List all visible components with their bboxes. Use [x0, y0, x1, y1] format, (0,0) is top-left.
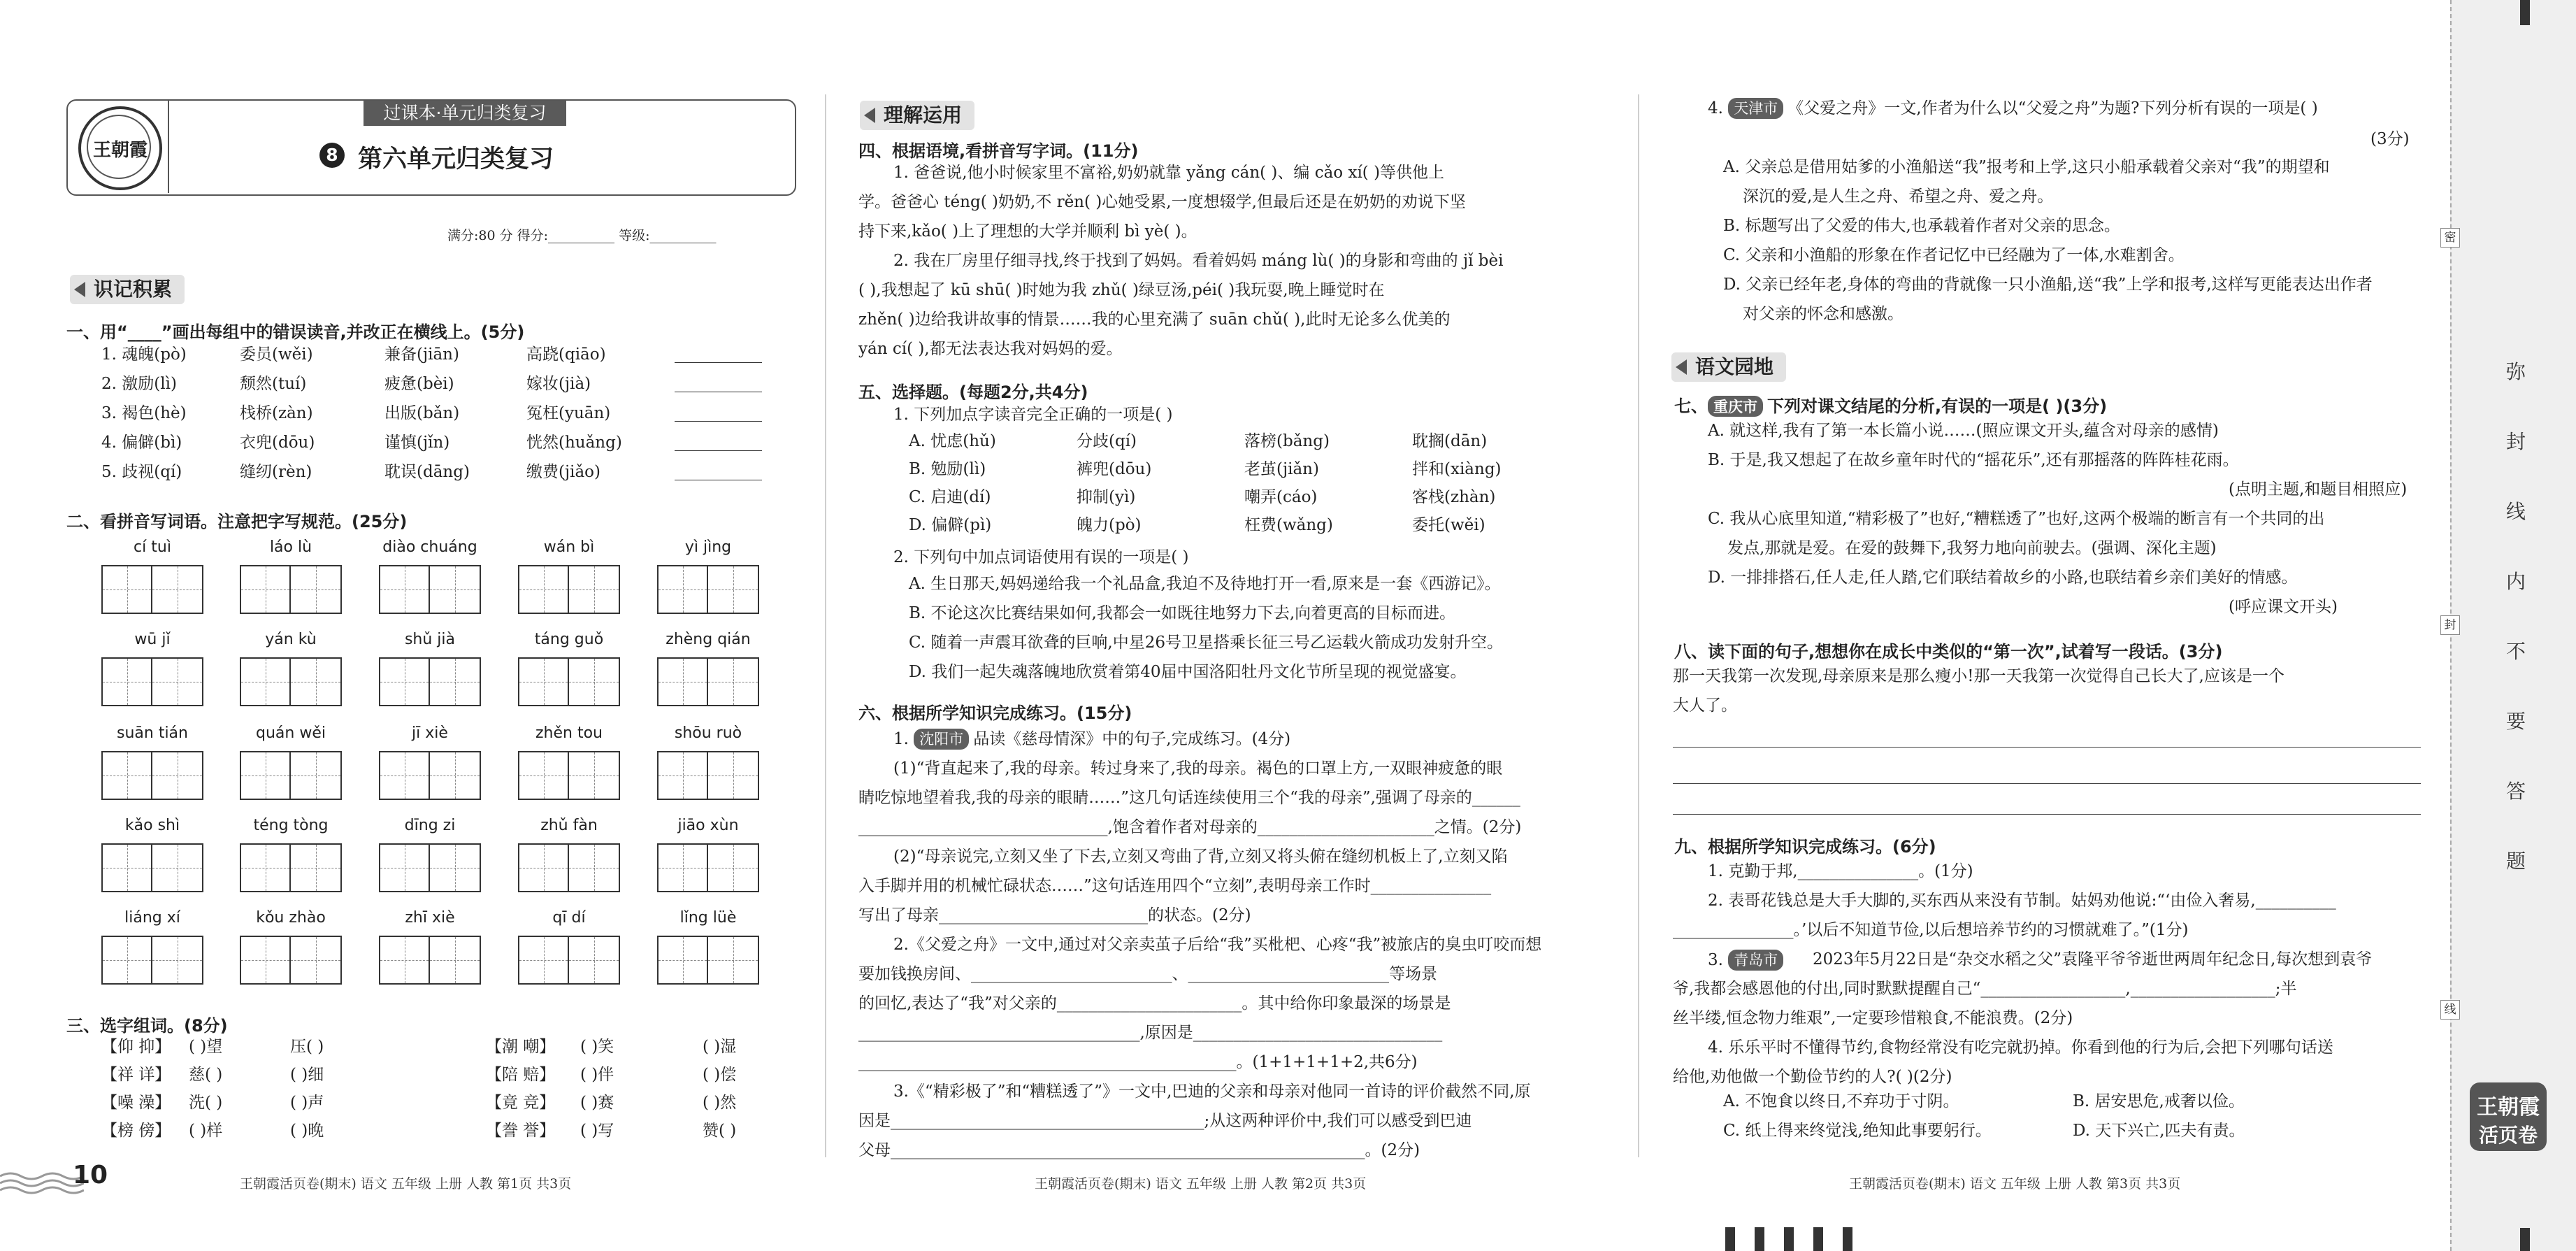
q3-item: 【祥 详】 — [101, 1066, 171, 1084]
text-line: A. 父亲总是借用姑爹的小渔船送“我”报考和上学,这只小船承载着父亲对“我”的期望和 — [1723, 158, 2330, 176]
text-line: 1. 克勤于邦,_______________。(1分) — [1708, 862, 1973, 880]
q3-item: ( )偿 — [703, 1066, 737, 1084]
pinyin-label: liáng xí — [124, 909, 180, 927]
page-title: 第六单元归类复习 — [358, 145, 554, 173]
logo-text: 王朝霞 — [92, 140, 147, 161]
q1-item: 高跷(qiāo) — [526, 345, 606, 364]
pinyin-label: jī xiè — [412, 724, 448, 742]
text-line: (1)“背直起来了,我的母亲。转过身来了,我的母亲。褐色的口罩上方,一双眼神疲惫的眼 — [893, 759, 1503, 778]
text-line: 持下来,kǎo( )上了理想的大学并顺利 bì yè( )。 — [858, 222, 1197, 241]
text-line: D. 我们一起失魂落魄地欣赏着第40届中国洛阳牡丹文化节所呈现的视觉盛宴。 — [909, 663, 1467, 681]
writing-grid[interactable] — [518, 565, 620, 614]
text-line: 睛吃惊地望着我,我的母亲的眼睛……”这几句话连续使用三个“我的母亲”,强调了母亲的______ — [858, 789, 1520, 807]
text-line: _______________________________,饱含着作者对母亲的______________________之情。(2分) — [858, 818, 1522, 836]
text-line: 给他,劝他做一个勤俭节约的人?( )(2分) — [1673, 1068, 1952, 1086]
q3-item: 压( ) — [290, 1038, 324, 1056]
text-line: 要加钱换房间、_________________________、_________________________等场景 — [858, 965, 1437, 983]
brand-sub: 活页卷 — [2478, 1124, 2538, 1147]
q6-4-number: 4. — [1708, 99, 1729, 117]
brand-badge — [2470, 1082, 2547, 1151]
pinyin-grid — [0, 0, 821, 1251]
q6-1-number: 1. — [893, 730, 914, 748]
q1-item: 5. 歧视(qí) — [101, 463, 182, 481]
bottom-bars — [1725, 1227, 1907, 1251]
q3-item: ( )细 — [290, 1066, 324, 1084]
q3-item: 【潮 嘲】 — [486, 1038, 556, 1056]
corner-bar-bottom — [2520, 1228, 2530, 1251]
footer-page1: 王朝霞活页卷(期末) 语文 五年级 上册 人教 第1页 共3页 — [240, 1176, 572, 1192]
writing-grid[interactable] — [101, 843, 203, 892]
side-mark-char: 线 — [2444, 1003, 2456, 1017]
option-item: 落榜(bǎng) — [1244, 432, 1330, 450]
side-mark — [2440, 228, 2460, 248]
seal-strip — [2444, 0, 2576, 1251]
writing-grid[interactable] — [101, 657, 203, 706]
q1-title: 一、用“____”画出每组中的错误读音,并改正在横线上。(5分) — [66, 322, 525, 342]
q1-item: 耽误(dāng) — [384, 463, 470, 481]
text-line: 2.《父爱之舟》一文中,通过对父亲卖茧子后给“我”买枇杷、心疼“我”被旅店的臭虫叮咬而想 — [893, 936, 1542, 954]
q6-4-score: (3分) — [2370, 130, 2410, 148]
option-item: D. 偏僻(pì) — [909, 516, 992, 534]
q3-item: ( )赛 — [580, 1094, 614, 1112]
seal-char: 弥 — [2506, 360, 2526, 383]
page-1 — [0, 0, 821, 1251]
corner-bar-top — [2520, 0, 2530, 25]
text-line: _______________。’以后不知道节俭,以后想培养节约的习惯就难了。”(1分) — [1673, 921, 2189, 939]
writing-grid[interactable] — [101, 751, 203, 800]
q3-item: 【誊 誉】 — [486, 1122, 556, 1140]
text-line: B. 标题写出了父爱的伟大,也承载着作者对父亲的思念。 — [1723, 217, 2120, 235]
q1-item: 缝纫(rèn) — [240, 463, 312, 481]
text-line: (2)“母亲说完,立刻又坐了下去,立刻又弯曲了背,立刻又将头俯在缝纫机板上了,立刻又陷 — [893, 848, 1508, 866]
text-line: A. 生日那天,妈妈递给我一个礼品盒,我迫不及待地打开一看,原来是一套《西游记》。 — [909, 575, 1501, 593]
text-line: ( ),我想起了 kū shū( )时她为我 zhǔ( )绿豆汤,péi( )我玩耍,晚上睡觉时在 — [858, 281, 1385, 299]
pinyin-label: dīng zi — [404, 817, 456, 834]
seal-char: 题 — [2506, 850, 2526, 873]
page-number: 10 — [73, 1161, 108, 1189]
text-line: D. 一排排搭石,任人走,任人踏,它们联结着故乡的小路,也联结着乡亲们美好的情感。 — [1708, 569, 2298, 587]
wave-decoration — [0, 1169, 84, 1197]
writing-grid[interactable] — [240, 751, 342, 800]
option-item: 委托(wěi) — [1412, 516, 1485, 534]
q1-item: 疲惫(bèi) — [384, 375, 454, 393]
q3-item: ( )声 — [290, 1094, 324, 1112]
side-mark-char: 密 — [2444, 231, 2456, 245]
text-line: C. 我从心底里知道,“精彩极了”也好,“糟糕透了”也好,这两个极端的断言有一个共同的出 — [1708, 510, 2325, 528]
text-line: C. 父亲和小渔船的形象在作者记忆中已经融为了一体,水难割舍。 — [1723, 246, 2185, 264]
side-mark — [2440, 615, 2460, 635]
text-line: 4. 乐乐平时不懂得节约,食物经常没有吃完就扔掉。你看到他的行为后,会把下列哪句话送 — [1708, 1038, 2333, 1057]
q1-item: 冤枉(yuān) — [526, 404, 611, 422]
pinyin-label: suān tián — [117, 724, 188, 742]
writing-grid[interactable] — [518, 657, 620, 706]
writing-grid[interactable] — [657, 565, 759, 614]
text-line: A. 就这样,我有了第一本长篇小说……(照应课文开头,蕴含对母亲的感情) — [1708, 422, 2219, 440]
q4-title: 四、根据语境,看拼音写字词。(11分) — [858, 141, 1139, 161]
page-2 — [832, 0, 1629, 1251]
q8-sample-1: 那一天我第一次发现,母亲原来是那么瘦小!那一天我第一次觉得自己长大了,应该是一个 — [1673, 667, 2284, 685]
city-tag: 重庆市 — [1708, 396, 1763, 417]
text-line: (点明主题,和题目相照应) — [2229, 480, 2408, 499]
text-line: ___________________________________,原因是_______________________________ — [858, 1024, 1443, 1042]
option-item: D. 天下兴亡,匹夫有责。 — [2073, 1122, 2245, 1140]
writing-grid[interactable] — [240, 657, 342, 706]
pinyin-label: wū jǐ — [134, 631, 171, 648]
writing-grid[interactable] — [379, 936, 481, 985]
q6-1-line — [893, 729, 1290, 750]
text-line: 写出了母亲__________________________的状态。(2分) — [858, 906, 1251, 924]
section-yuwen: 语文园地 — [1671, 352, 1786, 382]
answer-line — [1673, 747, 2421, 748]
score-line: 满分:80 分 得分:__________ 等级:__________ — [447, 228, 717, 243]
q3-item: 【榜 傍】 — [101, 1122, 171, 1140]
q9-3-prefix — [1708, 950, 1787, 971]
pinyin-label: zhěn tou — [535, 724, 603, 742]
footer-page3: 王朝霞活页卷(期末) 语文 五年级 上册 人教 第3页 共3页 — [1849, 1176, 2181, 1192]
option-item: A. 忧虑(hǔ) — [909, 432, 996, 450]
q5-1-stem: 1. 下列加点字读音完全正确的一项是( ) — [893, 406, 1173, 424]
pinyin-label: lǐng lüè — [679, 909, 737, 927]
writing-grid[interactable] — [240, 843, 342, 892]
q5-title: 五、选择题。(每题2分,共4分) — [858, 383, 1088, 402]
q1-item: 兼备(jiān) — [384, 345, 459, 364]
seal-char: 答 — [2506, 780, 2526, 803]
answer-line — [1673, 783, 2421, 784]
pinyin-label: cí tuì — [134, 538, 171, 556]
option-item: 老茧(jiǎn) — [1244, 460, 1319, 478]
text-line: 对父亲的怀念和感激。 — [1743, 305, 1904, 323]
writing-grid[interactable] — [657, 843, 759, 892]
text-line: _______________________________________________。(1+1+1+1+2,共6分) — [858, 1053, 1418, 1071]
option-item: 分歧(qí) — [1077, 432, 1137, 450]
writing-grid[interactable] — [657, 751, 759, 800]
section-jiyi: 识记积累 — [70, 275, 185, 304]
city-tag: 青岛市 — [1728, 950, 1783, 971]
q3-title: 三、选字组词。(8分) — [66, 1016, 228, 1036]
pinyin-label: jiāo xùn — [677, 817, 739, 834]
q7-label: 七、 — [1674, 396, 1708, 416]
brand-name: 王朝霞 — [2477, 1095, 2540, 1120]
text-line: B. 不论这次比赛结果如何,我都会一如既往地努力下去,向着更高的目标而进。 — [909, 604, 1456, 622]
column-divider-2 — [1638, 94, 1639, 1157]
writing-grid[interactable] — [657, 657, 759, 706]
city-tag: 天津市 — [1728, 98, 1783, 119]
writing-grid[interactable] — [518, 751, 620, 800]
answer-line — [1673, 814, 2421, 815]
seal-char: 封 — [2506, 430, 2526, 453]
side-mark — [2440, 1000, 2460, 1020]
pinyin-label: kǒu zhào — [256, 909, 326, 927]
q1-item: 委员(wěi) — [240, 345, 313, 364]
q5-2-stem: 2. 下列句中加点词语使用有误的一项是( ) — [893, 548, 1189, 566]
seal-char: 内 — [2506, 570, 2526, 593]
text-line: 1. 爸爸说,他小时候家里不富裕,奶奶就靠 yǎng cán( )、编 cǎo xí( )等供他上 — [893, 164, 1445, 182]
q3-item: 【陪 赔】 — [486, 1066, 556, 1084]
writing-grid[interactable] — [101, 565, 203, 614]
writing-grid[interactable] — [518, 843, 620, 892]
pinyin-label: yì jìng — [684, 538, 732, 556]
pinyin-label: qī dí — [552, 909, 586, 927]
q1-item: 2. 激励(lì) — [101, 375, 177, 393]
text-line: 2. 我在厂房里仔细寻找,终于找到了妈妈。看着妈妈 máng lù( )的身影和弯曲的 jǐ bèi — [893, 252, 1504, 270]
column-divider-1 — [825, 94, 826, 1157]
writing-grid[interactable] — [518, 936, 620, 985]
q6-4-line — [1708, 98, 2318, 119]
writing-grid[interactable] — [240, 565, 342, 614]
q3-item: ( )样 — [189, 1122, 223, 1140]
text-line: zhěn( )边给我讲故事的情景……我的心里充满了 suān chǔ( ),此时无论多么优美的 — [858, 310, 1451, 329]
page-3 — [1646, 0, 2436, 1251]
q1-item: 4. 偏僻(bì) — [101, 434, 182, 452]
seal-char: 要 — [2506, 710, 2526, 733]
text-line: 爷,我都会感恩他的付出,同时默默提醒自己“__________________,__________________;半 — [1673, 980, 2297, 998]
option-item: B. 勉励(lì) — [909, 460, 986, 478]
text-line: yán cí( ),都无法表达我对妈妈的爱。 — [858, 340, 1123, 358]
q3-item: ( )然 — [703, 1094, 737, 1112]
text-line: 因是_______________________________________;从这两种评价中,我们可以感受到巴迪 — [858, 1112, 1472, 1130]
banner-label: 过课本·单元归类复习 — [364, 101, 566, 126]
option-item: C. 纸上得来终觉浅,绝知此事要躬行。 — [1723, 1122, 1992, 1140]
q3-item: ( )晚 — [290, 1122, 324, 1140]
q1-item: 3. 褐色(hè) — [101, 404, 187, 422]
option-item: 耽搁(dān) — [1412, 432, 1488, 450]
text-line: (呼应课文开头) — [2229, 598, 2338, 616]
q3-item: 【仰 抑】 — [101, 1038, 171, 1056]
writing-grid[interactable] — [240, 936, 342, 985]
q1-item: 出版(bǎn) — [384, 404, 460, 422]
pinyin-label: táng guǒ — [534, 631, 604, 648]
q1-item: 谨慎(jǐn) — [384, 434, 450, 452]
pinyin-label: láo lù — [269, 538, 312, 556]
q8-sample-2: 大人了。 — [1673, 696, 1737, 715]
writing-grid[interactable] — [379, 565, 481, 614]
text-line: 发点,那就是爱。在爱的鼓舞下,我努力地向前驶去。(强调、深化主题) — [1727, 539, 2217, 557]
seal-char: 线 — [2506, 500, 2526, 523]
writing-grid[interactable] — [379, 657, 481, 706]
q1-item: 1. 魂魄(pò) — [101, 345, 187, 364]
option-item: 枉费(wǎng) — [1244, 516, 1333, 534]
writing-grid[interactable] — [379, 751, 481, 800]
q9-3-number: 3. — [1708, 951, 1723, 969]
writing-grid[interactable] — [379, 843, 481, 892]
option-item: A. 不饱食以终日,不弃功于寸阴。 — [1723, 1092, 1959, 1110]
q3-item: ( )望 — [189, 1038, 223, 1056]
text-line: 的回忆,表达了“我”对父亲的_______________________。其中给你印象最深的场景是 — [858, 994, 1451, 1013]
unit-number: 8 — [326, 145, 338, 165]
q6-1-stem: 品读《慈母情深》中的句子,完成练习。(4分) — [973, 730, 1291, 748]
q1-item: 缴费(jiǎo) — [526, 463, 600, 481]
option-item: C. 启迪(dí) — [909, 488, 991, 506]
pinyin-label: yán kù — [265, 631, 317, 648]
q2-title: 二、看拼音写词语。注意把字写规范。(25分) — [66, 512, 408, 531]
q3-item: 洗( ) — [189, 1094, 223, 1112]
q1-item: 栈桥(zàn) — [240, 404, 313, 422]
text-line: 入手脚并用的机械忙碌状态……”这句话连用四个“立刻”,表明母亲工作时_______________ — [858, 877, 1492, 895]
option-item: 抑制(yì) — [1077, 488, 1136, 506]
q3-item: 【竟 竞】 — [486, 1094, 556, 1112]
text-line: 深沉的爱,是人生之舟、希望之舟、爱之舟。 — [1743, 187, 2054, 206]
pinyin-label: wán bì — [543, 538, 595, 556]
side-mark-char: 封 — [2444, 618, 2456, 632]
pinyin-label: zhèng qián — [665, 631, 751, 648]
text-line: D. 父亲已经年老,身体的弯曲的背就像一只小渔船,送“我”上学和报考,这样写更能表达出作者 — [1723, 276, 2373, 294]
pinyin-label: zhī xiè — [405, 909, 455, 927]
option-item: 客栈(zhàn) — [1412, 488, 1496, 506]
writing-grid[interactable] — [657, 936, 759, 985]
text-line: 2. 表哥花钱总是大手大脚的,买东西从来没有节制。姑妈劝他说:“‘由俭入奢易,__________ — [1708, 892, 2336, 910]
footer-page2: 王朝霞活页卷(期末) 语文 五年级 上册 人教 第2页 共3页 — [1035, 1176, 1367, 1192]
option-item: B. 居安思危,戒奢以俭。 — [2073, 1092, 2245, 1110]
q1-item: 恍然(huǎng) — [526, 434, 622, 452]
text-line: C. 随着一声震耳欲聋的巨响,中星26号卫星搭乘长征三号乙运载火箭成功发射升空。 — [909, 634, 1503, 652]
q3-item: ( )笑 — [580, 1038, 614, 1056]
q8-title: 八、读下面的句子,想想你在成长中类似的“第一次”,试着写一段话。(3分) — [1674, 642, 2223, 662]
q3-item: ( )伴 — [580, 1066, 614, 1084]
q3-item: ( )写 — [580, 1122, 614, 1140]
option-item: 裤兜(dōu) — [1077, 460, 1152, 478]
text-line: 父母___________________________________________________________。(2分) — [858, 1141, 1420, 1159]
option-item: 拌和(xiàng) — [1412, 460, 1502, 478]
q1-item: 颓然(tuí) — [240, 375, 307, 393]
seal-char: 不 — [2506, 640, 2526, 663]
q1-item: 嫁妆(jià) — [526, 375, 591, 393]
pinyin-label: téng tòng — [253, 817, 329, 834]
section-lijie: 理解运用 — [860, 101, 974, 130]
q6-4-stem: 《父爱之舟》一文,作者为什么以“父爱之舟”为题?下列分析有误的一项是( ) — [1787, 99, 2318, 117]
q3-item: 慈( ) — [189, 1066, 223, 1084]
pinyin-label: diào chuáng — [382, 538, 477, 556]
pinyin-label: kǎo shì — [124, 817, 180, 834]
q1-item: 衣兜(dōu) — [240, 434, 315, 452]
q7-line — [1674, 392, 2107, 417]
q7-title: 下列对课文结尾的分析,有误的一项是( )(3分) — [1767, 396, 2108, 416]
pinyin-label: shōu ruò — [674, 724, 742, 742]
option-item: 魄力(pò) — [1077, 516, 1142, 534]
q3-item: 【噪 澡】 — [101, 1094, 171, 1112]
pinyin-label: shǔ jià — [404, 631, 456, 648]
city-tag: 沈阳市 — [914, 729, 969, 750]
text-line: 2023年5月22日是“杂交水稻之父”袁隆平爷爷逝世两周年纪念日,每次想到袁爷 — [1813, 950, 2373, 968]
pinyin-label: zhǔ fàn — [540, 817, 598, 834]
text-line: B. 于是,我又想起了在故乡童年时代的“摇花乐”,还有那摇落的阵阵桂花雨。 — [1708, 451, 2239, 469]
writing-grid[interactable] — [101, 936, 203, 985]
q6-title: 六、根据所学知识完成练习。(15分) — [858, 703, 1132, 723]
q3-item: 赞( ) — [703, 1122, 737, 1140]
q9-title: 九、根据所学知识完成练习。(6分) — [1674, 837, 1936, 857]
text-line: 丝半缕,恒念物力维艰”,一定要珍惜粮食,不能浪费。(2分) — [1673, 1009, 2073, 1027]
option-item: 嘲弄(cáo) — [1244, 488, 1318, 506]
text-line: 学。爸爸心 téng( )奶奶,不 rěn( )心她受累,一度想辍学,但最后还是在奶奶的劝说下坚 — [858, 193, 1466, 211]
text-line: 3.《“精彩极了”和“糟糕透了”》一文中,巴迪的父亲和母亲对他同一首诗的评价截然不同,原 — [893, 1082, 1531, 1101]
q3-item: ( )湿 — [703, 1038, 737, 1056]
pinyin-label: quán wěi — [256, 724, 326, 742]
